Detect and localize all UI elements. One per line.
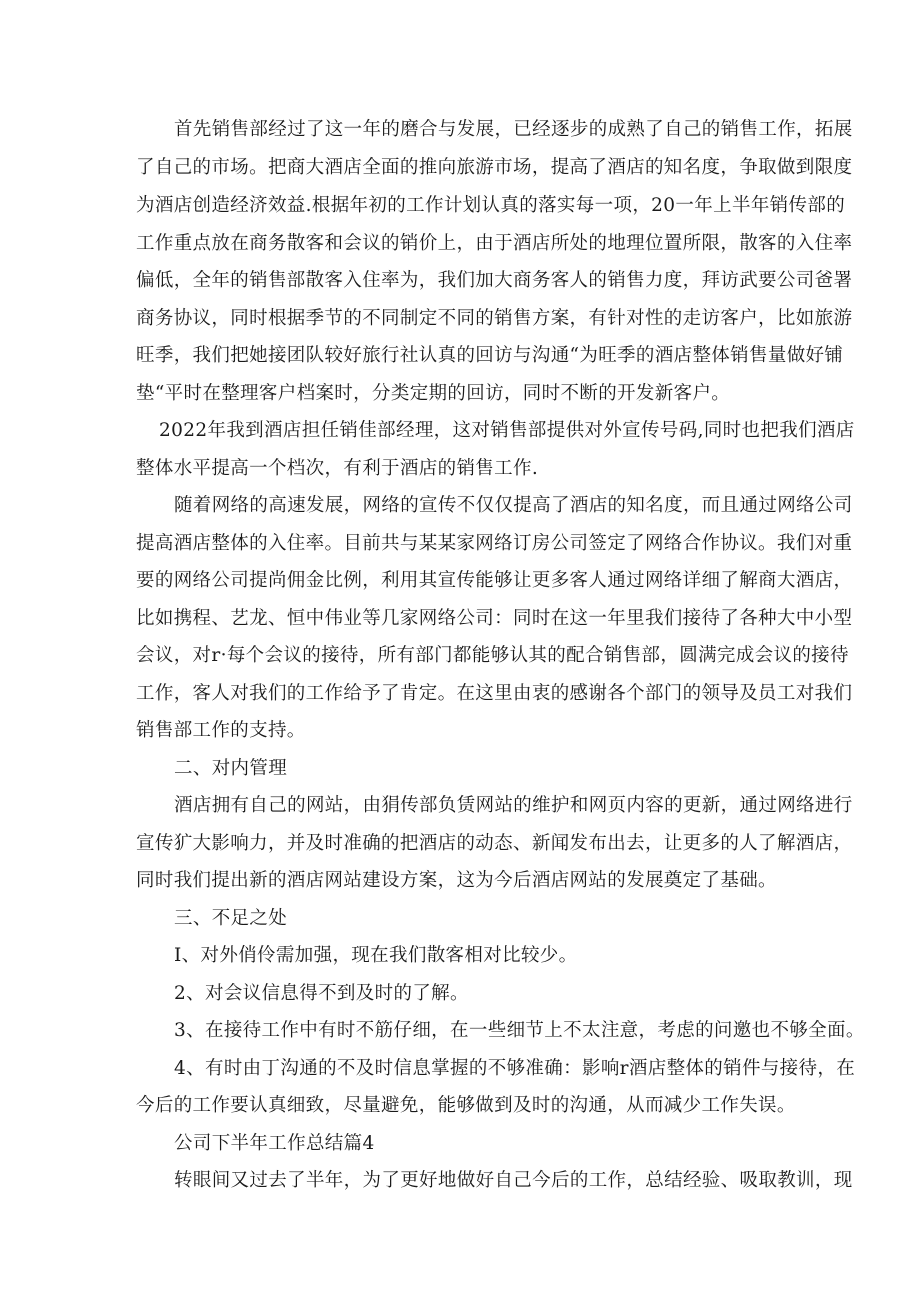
text-line: 为酒店创造经济效益.根据年初的工作计划认真的落实每一项，20一年上半年销传部的 — [136, 195, 846, 216]
text-line: 会议，对r·每个会议的接待，所有部门都能够认其的配合销售部，圆满完成会议的接待 — [136, 645, 849, 666]
section-title: 公司下半年工作总结篇4 — [174, 1133, 375, 1154]
text-line: 首先销售部经过了这一年的磨合与发展，已经逐步的成熟了自己的销售工作，拓展 — [174, 119, 853, 140]
text-line: 宣传犷大影响力，并及时准确的把酒店的动态、新闻发布出去，让更多的人了解酒店， — [136, 833, 853, 854]
text-line: 商务协议，同时根据季节的不同制定不同的销售方案，有针对性的走访客户，比如旅游 — [136, 308, 853, 329]
text-line: 比如携程、艺龙、恒中伟业等几家网络公司：同时在这一年里我们接待了各种大中小型 — [136, 608, 853, 629]
list-item: 3、在接待工作中有时不筋仔细，在一些细节上不太注意，考虑的问邀也不够全面。 — [174, 1020, 865, 1041]
text-line: 销售部工作的支持。 — [136, 720, 306, 741]
text-line: 工作重点放在商务散客和会议的销价上，由于酒店所处的地理位置所限，散客的入住率 — [136, 233, 853, 254]
section-heading: 二、对内管理 — [174, 758, 288, 779]
text-line: 2022年我到酒店担任销佳部经理，这对销售部提供对外宣传号码,同时也把我们酒店 — [159, 420, 855, 441]
text-line: 整体水平提高一个档次，有利于酒店的销售工作. — [136, 458, 539, 479]
text-line: 提高酒店整体的入住率。目前共与某某家网络订房公司签定了网络合作协议。我们对重 — [136, 533, 853, 554]
text-line: 今后的工作要认真细致，尽量避免，能够做到及时的沟通，从而减少工作失误。 — [136, 1095, 796, 1116]
text-line: 了自己的市场。把商大酒店全面的推向旅游市场，提高了酒店的知名度，争取做到限度 — [136, 157, 853, 178]
list-item: I、对外俏伶需加强，现在我们散客相对比较少。 — [174, 945, 578, 966]
text-line: 垫“平时在整理客户档案时，分类定期的回访，同时不断的开发新客户。 — [136, 383, 731, 404]
section-heading: 三、不足之处 — [174, 908, 288, 929]
text-line: 同时我们提出新的酒店网站建设方案，这为今后酒店网站的发展奠定了基础。 — [136, 870, 777, 891]
text-line: 偏低，全年的销售部散客入住率为，我们加大商务客人的销售力度，拜访武要公司爸署 — [136, 270, 853, 291]
text-line: 工作，客人对我们的工作给予了肯定。在这里由衷的感谢各个部门的领导及员工对我们 — [136, 683, 853, 704]
text-line: 酒店拥有自己的网站，由狷传部负赁网站的维护和网页内容的更新，通过网络进行 — [174, 795, 853, 816]
text-line: 随着网络的高速发展，网络的宣传不仅仅提高了酒店的知名度，而且通过网络公司 — [174, 495, 853, 516]
list-item: 4、有时由丁沟通的不及时信息掌握的不够准确：影响r酒店整体的销件与接待，在 — [174, 1058, 856, 1079]
text-line: 要的网络公司提尚佣金比例，利用其宣传能够让更多客人通过网络详细了解商大酒店， — [136, 570, 853, 591]
text-line: 转眼间又过去了半年，为了更好地做好自己今后的工作，总结经验、吸取教训，现 — [174, 1170, 853, 1191]
list-item: 2、对会议信息得不到及时的了解。 — [174, 983, 469, 1004]
text-line: 旺季，我们把她接团队较好旅行社认真的回访与沟通“为旺季的酒店整体销售量做好铺 — [136, 345, 844, 366]
